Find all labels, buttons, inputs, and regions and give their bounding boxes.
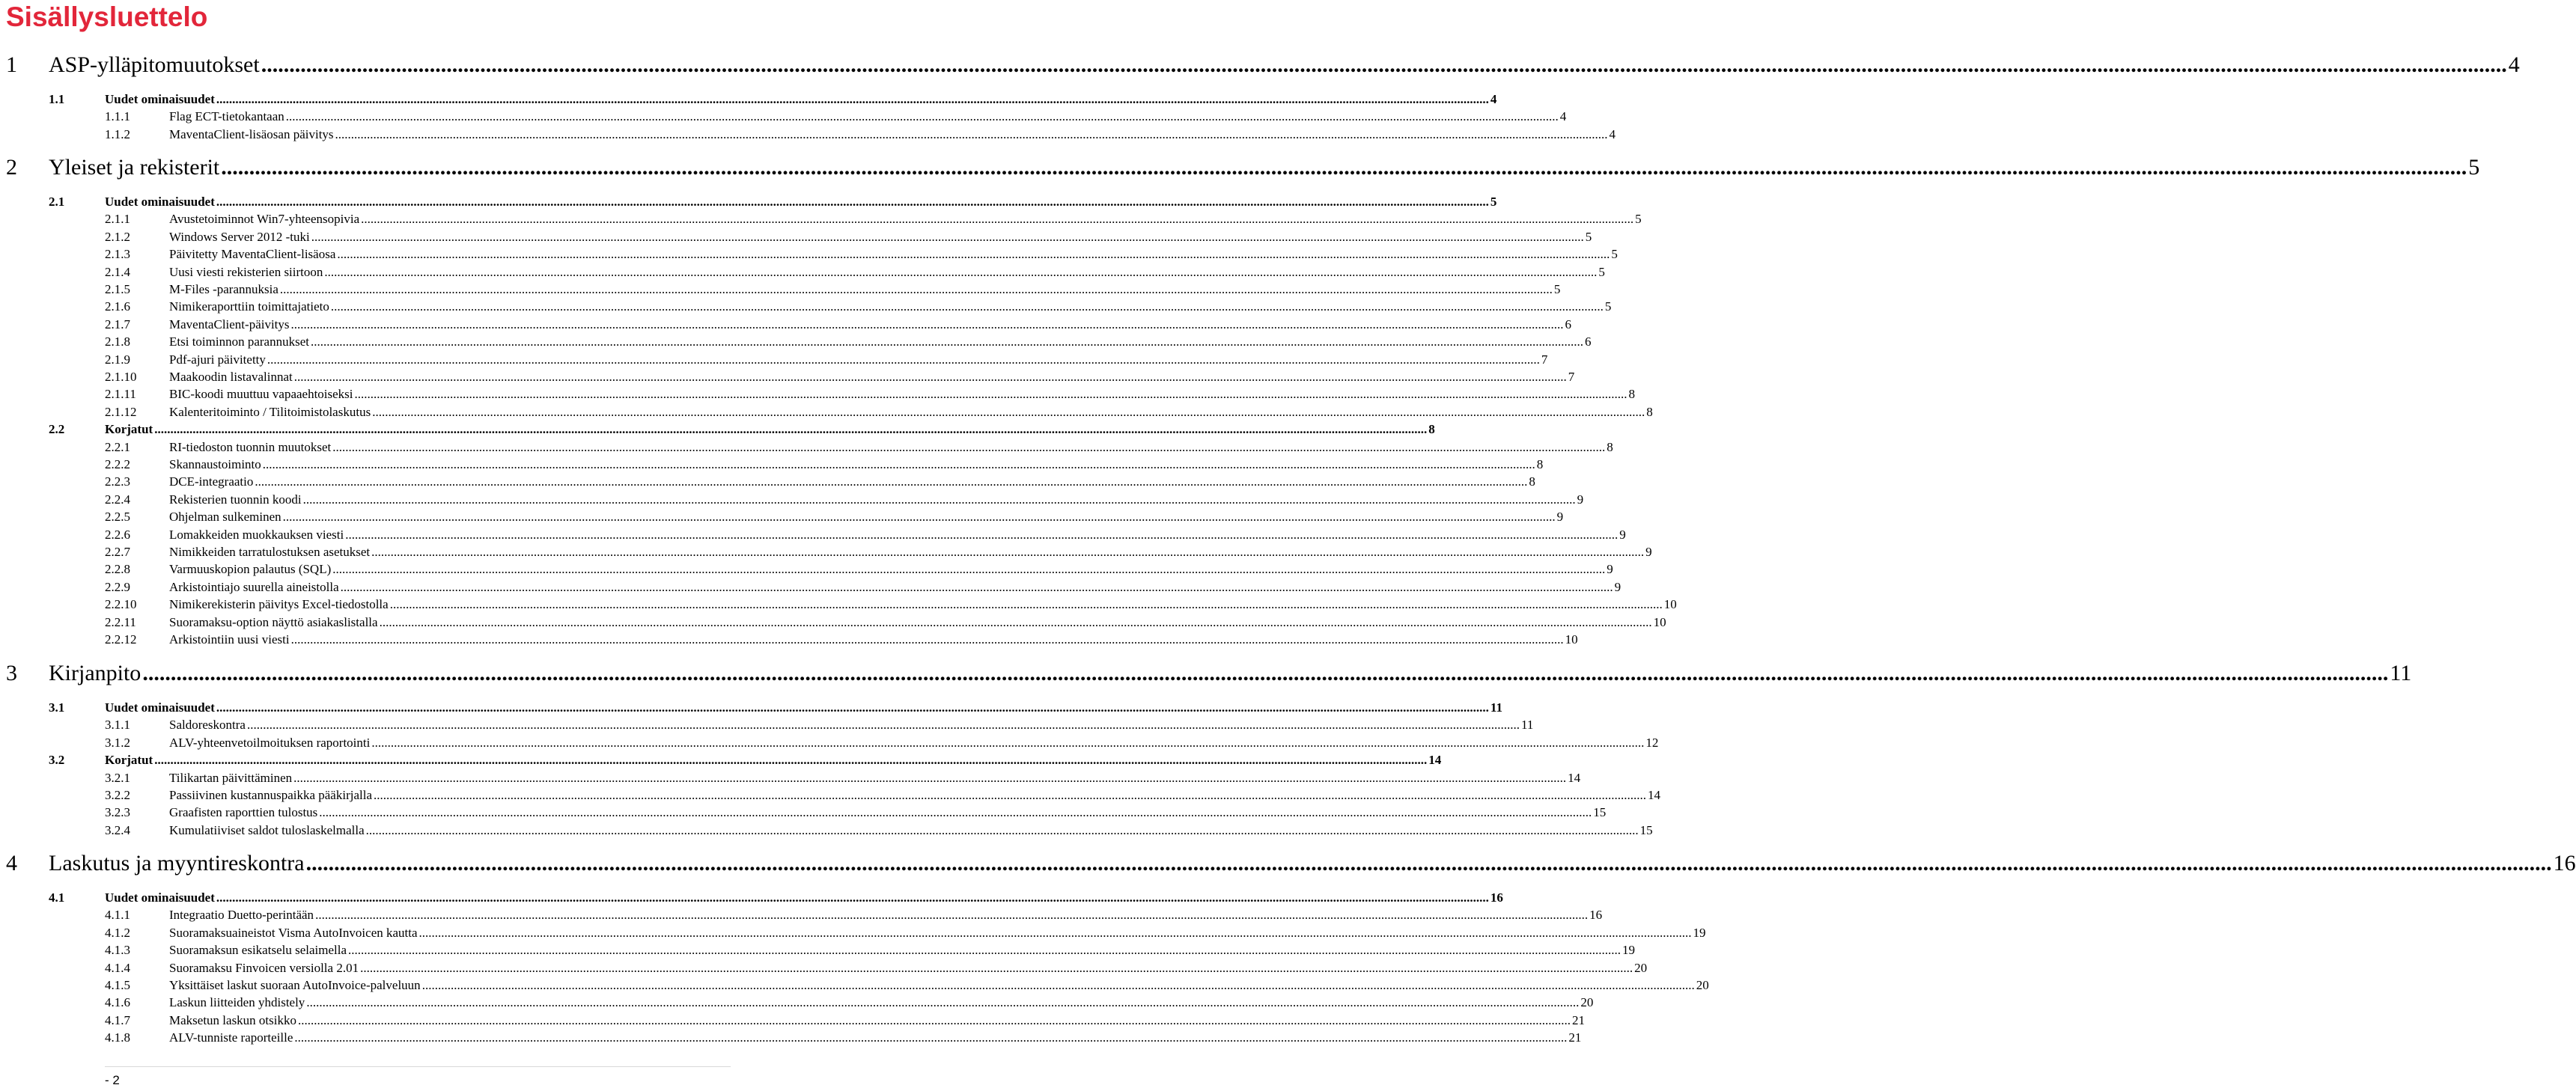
toc-entry-title: Saldoreskontra bbox=[169, 718, 246, 733]
toc-entry-title: ALV-yhteenvetoilmoituksen raportointi bbox=[169, 735, 371, 750]
toc-entry-page: 6 bbox=[1565, 317, 1572, 331]
toc-entry-title: Kalenteritoiminto / Tilitoimistolaskutus bbox=[169, 404, 371, 419]
toc-entry-number: 2.2.1 bbox=[105, 439, 130, 454]
toc-dot-leader: ................................................................................................................................................................................................................................................................................................................................................................................................................ bbox=[216, 195, 1489, 209]
toc-entry-level-3[interactable] bbox=[105, 492, 1584, 510]
toc-dot-leader: ................................................................................................................................................................................................................................................................................................................................................................................................................ bbox=[345, 527, 1619, 542]
toc-entry-page: 14 bbox=[1648, 788, 1660, 802]
toc-dot-leader: ................................................................................................................................................................................................................................................................................................................................................................................................................ bbox=[290, 317, 1564, 331]
toc-entry-page: 20 bbox=[1580, 995, 1594, 1010]
toc-entry-level-3[interactable] bbox=[105, 474, 1535, 492]
toc-entry-number: 4 bbox=[6, 851, 17, 875]
toc-entry-level-1[interactable] bbox=[6, 52, 2520, 81]
toc-entry-level-3[interactable] bbox=[105, 597, 1677, 614]
toc-entry-page: 19 bbox=[1622, 943, 1635, 958]
toc-entry-page: 9 bbox=[1607, 562, 1613, 577]
toc-entry-title: Korjatut bbox=[105, 422, 153, 437]
toc-dot-leader: ................................................................................................................................................................................................................................................................................................................................................................................................................ bbox=[154, 753, 1428, 768]
toc-dot-leader: ................................................................................................................................................................................................................................................................................................................................................................................................................ bbox=[302, 492, 1576, 507]
toc-entry-page: 9 bbox=[1614, 579, 1622, 594]
toc-entry-title: Korjatut bbox=[105, 753, 153, 768]
toc-dot-leader: ................................................................................................................................................................................................................................................................................................................................................................................................................ bbox=[332, 562, 1606, 577]
toc-entry-level-3[interactable] bbox=[105, 126, 1616, 144]
toc-entry-title: Uudet ominaisuudet bbox=[105, 700, 215, 715]
toc-entry-level-3[interactable] bbox=[105, 510, 1564, 527]
toc-entry-level-3[interactable] bbox=[105, 109, 1567, 126]
toc-entry-number: 1.1.1 bbox=[105, 109, 130, 124]
toc-dot-leader: ................................................................................................................................................................................................................................................................................................................................................................................................................ bbox=[298, 1012, 1571, 1027]
toc-entry-level-2[interactable] bbox=[49, 422, 1435, 439]
toc-entry-number: 2.2.6 bbox=[105, 527, 130, 542]
toc-dot-leader: ................................................................................................................................................................................................................................................................................................................................................................................................................ bbox=[255, 474, 1528, 489]
toc-entry-title: Laskun liitteiden yhdistely bbox=[169, 995, 305, 1010]
toc-dot-leader: ................................................................................................................................................................................................................................................................................................................................................................................................................ bbox=[216, 92, 1489, 106]
toc-entry-level-3[interactable] bbox=[105, 264, 1605, 282]
toc-entry-level-3[interactable] bbox=[105, 282, 1561, 299]
toc-entry-title: Pdf-ajuri päivitetty bbox=[169, 352, 266, 367]
toc-entry-number: 2.2.10 bbox=[105, 597, 137, 612]
toc-entry-page: 5 bbox=[1553, 282, 1561, 296]
toc-entry-page: 5 bbox=[1598, 264, 1605, 279]
toc-entry-title: Suoramaksun esikatselu selaimella bbox=[169, 943, 347, 958]
toc-entry-title: Uusi viesti rekisterien siirtoon bbox=[169, 264, 323, 279]
toc-entry-level-2[interactable] bbox=[49, 700, 1502, 718]
toc-dot-leader: ................................................................................................................................................................................................................................................................................................................................................................................................................ bbox=[279, 282, 1553, 296]
toc-entry-number: 3 bbox=[6, 661, 17, 685]
toc-dot-leader: ................................................................................................................................................................................................................................................................................................................................................................................................................ bbox=[360, 960, 1633, 975]
toc-entry-title: Päivitetty MaventaClient-lisäosa bbox=[169, 247, 336, 262]
toc-entry-title: Suoramaksu-option näyttö asiakaslistalla bbox=[169, 614, 378, 629]
toc-entry-level-3[interactable] bbox=[105, 718, 1534, 735]
toc-dot-leader: ................................................................................................................................................................................................................................................................................................................................................................................................................ bbox=[216, 890, 1489, 905]
toc-entry-number: 3.1.1 bbox=[105, 718, 130, 733]
toc-entry-level-3[interactable] bbox=[105, 1012, 1585, 1030]
toc-entry-number: 2.1.9 bbox=[105, 352, 130, 367]
toc-entry-page: 9 bbox=[1645, 545, 1652, 559]
toc-entry-title: M-Files -parannuksia bbox=[169, 282, 278, 296]
toc-entry-level-1[interactable] bbox=[6, 661, 2412, 689]
toc-entry-number: 4.1.8 bbox=[105, 1030, 130, 1045]
toc-entry-page: 8 bbox=[1428, 422, 1435, 437]
toc-entry-level-3[interactable] bbox=[105, 229, 1592, 247]
toc-entry-level-3[interactable] bbox=[105, 352, 1548, 370]
toc-entry-number: 2.2.4 bbox=[105, 492, 130, 507]
toc-entry-title: Arkistointiajo suurella aineistolla bbox=[169, 579, 339, 594]
toc-entry-level-3[interactable] bbox=[105, 387, 1636, 404]
toc-entry-title: Uudet ominaisuudet bbox=[105, 92, 215, 106]
toc-entry-number: 4.1.1 bbox=[105, 908, 130, 923]
toc-entry-level-3[interactable] bbox=[105, 370, 1575, 387]
toc-entry-number: 1.1 bbox=[49, 92, 65, 106]
toc-entry-page: 14 bbox=[1428, 753, 1442, 768]
toc-entry-title: Suoramaksu Finvoicen versiolla 2.01 bbox=[169, 960, 359, 975]
toc-entry-number: 2.2.11 bbox=[105, 614, 136, 629]
toc-dot-leader: ................................................................................................................................................................................................................................................................................................................................................................................................................ bbox=[319, 805, 1592, 820]
toc-entry-page: 20 bbox=[1696, 978, 1709, 992]
toc-entry-level-3[interactable] bbox=[105, 632, 1578, 650]
toc-entry-title: Rekisterien tuonnin koodi bbox=[169, 492, 302, 507]
toc-entry-level-3[interactable] bbox=[105, 943, 1635, 960]
footer-separator bbox=[105, 1066, 731, 1067]
toc-dot-leader: ................................................................................................................................................................................................................................................................................................................................................................................................................ bbox=[374, 788, 1646, 802]
toc-dot-leader: ................................................................................................................................................................................................................................................................................................................................................................................................................ bbox=[246, 718, 1520, 733]
toc-entry-level-3[interactable] bbox=[105, 614, 1666, 632]
toc-entry-title: Lomakkeiden muokkauksen viesti bbox=[169, 527, 344, 542]
toc-entry-title: Flag ECT-tietokantaan bbox=[169, 109, 284, 124]
toc-dot-leader: ................................................................................................................................................................................................................................................................................................................................................................................................................ bbox=[421, 978, 1695, 992]
toc-entry-level-2[interactable] bbox=[49, 195, 1497, 212]
toc-entry-title: Arkistointiin uusi viesti bbox=[169, 632, 290, 647]
toc-entry-number: 4.1.2 bbox=[105, 925, 130, 940]
toc-entry-level-3[interactable] bbox=[105, 735, 1659, 753]
toc-dot-leader: ................................................................................................................................................................................................................................................................................................................................................................................................................ bbox=[340, 579, 1613, 594]
toc-entry-title: Integraatio Duetto-perintään bbox=[169, 908, 314, 923]
toc-entry-level-3[interactable] bbox=[105, 925, 1706, 943]
toc-entry-level-3[interactable] bbox=[105, 247, 1618, 264]
toc-entry-number: 2.2.9 bbox=[105, 579, 130, 594]
toc-entry-number: 2.1.1 bbox=[105, 212, 130, 227]
toc-dot-leader: ................................................................................................................................................................................................................................................................................................................................................................................................................ bbox=[332, 439, 1606, 454]
toc-entry-number: 2.1.6 bbox=[105, 299, 130, 314]
toc-entry-title: Uudet ominaisuudet bbox=[105, 890, 215, 905]
toc-entry-level-3[interactable] bbox=[105, 317, 1572, 334]
toc-dot-leader: ................................................................................................................................................................................................................................................................................................................................................................................................................ bbox=[306, 995, 1580, 1010]
toc-entry-page: 8 bbox=[1529, 474, 1535, 489]
toc-entry-level-3[interactable] bbox=[105, 908, 1603, 925]
toc-entry-level-3[interactable] bbox=[105, 1030, 1582, 1048]
toc-entry-number: 2.1.11 bbox=[105, 387, 136, 402]
toc-entry-page: 5 bbox=[1611, 247, 1618, 262]
toc-entry-level-3[interactable] bbox=[105, 457, 1544, 474]
toc-entry-page: 11 bbox=[1520, 718, 1534, 733]
toc-entry-title: Nimikerekisterin päivitys Excel-tiedostolla bbox=[169, 597, 389, 612]
toc-entry-page: 9 bbox=[1577, 492, 1584, 507]
toc-dot-leader: ................................................................................................................................................................................................................................................................................................................................................................................................................ bbox=[262, 457, 1535, 471]
toc-entry-title: Maksetun laskun otsikko bbox=[169, 1012, 296, 1027]
toc-entry-page: 7 bbox=[1541, 352, 1548, 367]
toc-entry-page: 4 bbox=[2508, 52, 2520, 77]
toc-entry-title: Kumulatiiviset saldot tuloslaskelmalla bbox=[169, 822, 365, 837]
toc-entry-number: 2.2.2 bbox=[105, 457, 130, 471]
toc-entry-title: Uudet ominaisuudet bbox=[105, 195, 215, 209]
toc-entry-title: MaventaClient-lisäosan päivitys bbox=[169, 126, 334, 141]
toc-dot-leader: ................................................................................................................................................................................................................................................................................................................................................................................................................ bbox=[293, 370, 1567, 384]
toc-entry-title: Varmuuskopion palautus (SQL) bbox=[169, 562, 332, 577]
toc-entry-title: Kirjanpito bbox=[49, 661, 141, 685]
toc-dot-leader: ................................................................................................................................................................................................................................................................................................................................................................................................................ bbox=[361, 212, 1634, 227]
toc-entry-number: 1 bbox=[6, 52, 17, 77]
toc-dot-leader: ................................................................................................................................................................................................................................................................................................................................................................................................................ bbox=[294, 1030, 1568, 1045]
toc-entry-level-3[interactable] bbox=[105, 995, 1594, 1012]
toc-entry-page: 8 bbox=[1536, 457, 1544, 471]
toc-entry-number: 2.2.3 bbox=[105, 474, 130, 489]
toc-entry-page: 21 bbox=[1572, 1012, 1585, 1027]
toc-dot-leader: ................................................................................................................................................................................................................................................................................................................................................................................................................ bbox=[389, 597, 1663, 612]
toc-entry-title: Graafisten raporttien tulostus bbox=[169, 805, 318, 820]
toc-entry-number: 2.1.12 bbox=[105, 404, 137, 419]
toc-entry-level-3[interactable] bbox=[105, 212, 1642, 229]
toc-entry-page: 8 bbox=[1607, 439, 1613, 454]
toc-entry-level-1[interactable] bbox=[6, 851, 2576, 879]
toc-entry-level-3[interactable] bbox=[105, 562, 1613, 579]
toc-dot-leader: ................................................................................................................................................................................................................................................................................................................................................................................................................ bbox=[221, 155, 2467, 180]
toc-entry-page: 16 bbox=[1589, 908, 1603, 923]
toc-entry-level-3[interactable] bbox=[105, 334, 1592, 352]
toc-entry-number: 4.1.7 bbox=[105, 1012, 130, 1027]
toc-entry-level-3[interactable] bbox=[105, 579, 1622, 597]
toc-entry-page: 5 bbox=[1604, 299, 1612, 314]
toc-entry-title: Tilikartan päivittäminen bbox=[169, 770, 293, 785]
toc-entry-level-3[interactable] bbox=[105, 439, 1613, 457]
toc-entry-number: 3.1 bbox=[49, 700, 65, 715]
toc-entry-level-3[interactable] bbox=[105, 978, 1709, 995]
toc-entry-title: Maakoodin listavalinnat bbox=[169, 370, 293, 384]
toc-entry-level-1[interactable] bbox=[6, 155, 2480, 183]
toc-entry-title: Passiivinen kustannuspaikka pääkirjalla bbox=[169, 788, 372, 802]
toc-entry-level-3[interactable] bbox=[105, 404, 1653, 422]
toc-dot-leader: ................................................................................................................................................................................................................................................................................................................................................................................................................ bbox=[142, 661, 2389, 685]
toc-dot-leader: ................................................................................................................................................................................................................................................................................................................................................................................................................ bbox=[371, 735, 1645, 750]
toc-entry-number: 3.2.4 bbox=[105, 822, 130, 837]
toc-entry-number: 4.1.4 bbox=[105, 960, 130, 975]
toc-entry-number: 2.1.8 bbox=[105, 334, 130, 349]
toc-entry-level-3[interactable] bbox=[105, 299, 1612, 317]
toc-entry-page: 7 bbox=[1568, 370, 1575, 384]
toc-entry-page: 8 bbox=[1628, 387, 1636, 402]
toc-entry-page: 9 bbox=[1556, 510, 1564, 525]
toc-entry-number: 2.1.7 bbox=[105, 317, 130, 331]
toc-entry-number: 2.2 bbox=[49, 422, 65, 437]
toc-entry-page: 8 bbox=[1646, 404, 1653, 419]
toc-entry-page: 5 bbox=[2468, 155, 2480, 180]
toc-entry-title: Etsi toiminnon parannukset bbox=[169, 334, 309, 349]
toc-entry-level-2[interactable] bbox=[49, 92, 1497, 109]
toc-entry-title: Nimikeraporttiin toimittajatieto bbox=[169, 299, 329, 314]
toc-entry-number: 4.1.3 bbox=[105, 943, 130, 958]
toc-dot-leader: ................................................................................................................................................................................................................................................................................................................................................................................................................ bbox=[285, 109, 1559, 124]
toc-entry-page: 9 bbox=[1619, 527, 1626, 542]
toc-dot-leader: ................................................................................................................................................................................................................................................................................................................................................................................................................ bbox=[293, 770, 1567, 785]
toc-dot-leader: ................................................................................................................................................................................................................................................................................................................................................................................................................ bbox=[365, 822, 1639, 837]
toc-entry-level-3[interactable] bbox=[105, 805, 1607, 822]
toc-entry-title: Yleiset ja rekisterit bbox=[49, 155, 220, 180]
toc-entry-number: 3.1.2 bbox=[105, 735, 130, 750]
toc-dot-leader: ................................................................................................................................................................................................................................................................................................................................................................................................................ bbox=[267, 352, 1540, 367]
toc-entry-title: Windows Server 2012 -tuki bbox=[169, 229, 310, 244]
toc-dot-leader: ................................................................................................................................................................................................................................................................................................................................................................................................................ bbox=[371, 545, 1645, 559]
toc-entry-number: 2.1.3 bbox=[105, 247, 130, 262]
toc-entry-title: Laskutus ja myyntireskontra bbox=[49, 851, 305, 875]
toc-dot-leader: ................................................................................................................................................................................................................................................................................................................................................................................................................ bbox=[348, 943, 1621, 958]
toc-dot-leader: ................................................................................................................................................................................................................................................................................................................................................................................................................ bbox=[290, 632, 1564, 647]
toc-entry-number: 2.2.12 bbox=[105, 632, 137, 647]
toc-dot-leader: ................................................................................................................................................................................................................................................................................................................................................................................................................ bbox=[335, 126, 1608, 141]
toc-entry-level-3[interactable] bbox=[105, 822, 1653, 840]
toc-entry-number: 3.2.1 bbox=[105, 770, 130, 785]
toc-entry-number: 2.2.7 bbox=[105, 545, 130, 559]
toc-entry-level-2[interactable] bbox=[49, 753, 1442, 770]
toc-entry-title: RI-tiedoston tuonnin muutokset bbox=[169, 439, 332, 454]
toc-entry-title: Yksittäiset laskut suoraan AutoInvoice-palveluun bbox=[169, 978, 421, 992]
toc-entry-number: 2 bbox=[6, 155, 17, 180]
toc-entry-page: 4 bbox=[1609, 126, 1616, 141]
toc-entry-page: 14 bbox=[1568, 770, 1581, 785]
toc-entry-level-3[interactable] bbox=[105, 527, 1626, 545]
toc-entry-number: 2.1.10 bbox=[105, 370, 137, 384]
toc-entry-number: 3.2.3 bbox=[105, 805, 130, 820]
toc-entry-title: Suoramaksuaineistot Visma AutoInvoicen kautta bbox=[169, 925, 418, 940]
page-title: Sisällysluettelo bbox=[6, 1, 208, 32]
toc-entry-number: 2.2.5 bbox=[105, 510, 130, 525]
toc-entry-number: 2.2.8 bbox=[105, 562, 130, 577]
toc-entry-page: 4 bbox=[1490, 92, 1497, 106]
toc-dot-leader: ................................................................................................................................................................................................................................................................................................................................................................................................................ bbox=[418, 925, 1692, 940]
toc-entry-page: 16 bbox=[1490, 890, 1503, 905]
toc-entry-page: 5 bbox=[1585, 229, 1592, 244]
toc-entry-number: 1.1.2 bbox=[105, 126, 130, 141]
toc-entry-page: 19 bbox=[1693, 925, 1706, 940]
toc-entry-title: MaventaClient-päivitys bbox=[169, 317, 290, 331]
toc-dot-leader: ................................................................................................................................................................................................................................................................................................................................................................................................................ bbox=[324, 264, 1598, 279]
toc-entry-page: 5 bbox=[1490, 195, 1497, 209]
toc-entry-title: Ohjelman sulkeminen bbox=[169, 510, 281, 525]
toc-dot-leader: ................................................................................................................................................................................................................................................................................................................................................................................................................ bbox=[379, 614, 1652, 629]
toc-entry-title: BIC-koodi muuttuu vapaaehtoiseksi bbox=[169, 387, 353, 402]
toc-entry-page: 5 bbox=[1635, 212, 1642, 227]
toc-entry-number: 2.1 bbox=[49, 195, 65, 209]
toc-entry-level-3[interactable] bbox=[105, 788, 1660, 805]
toc-dot-leader: ................................................................................................................................................................................................................................................................................................................................................................................................................ bbox=[216, 700, 1489, 715]
toc-entry-page: 20 bbox=[1634, 960, 1648, 975]
toc-entry-title: Nimikkeiden tarratulostuksen asetukset bbox=[169, 545, 371, 559]
toc-dot-leader: ................................................................................................................................................................................................................................................................................................................................................................................................................ bbox=[330, 299, 1604, 314]
toc-entry-number: 4.1 bbox=[49, 890, 65, 905]
toc-entry-title: ALV-tunniste raporteille bbox=[169, 1030, 293, 1045]
toc-entry-page: 6 bbox=[1584, 334, 1592, 349]
toc-entry-title: DCE-integraatio bbox=[169, 474, 254, 489]
toc-entry-page: 10 bbox=[1663, 597, 1677, 612]
toc-entry-page: 11 bbox=[2390, 661, 2412, 685]
toc-entry-number: 3.2.2 bbox=[105, 788, 130, 802]
toc-dot-leader: ................................................................................................................................................................................................................................................................................................................................................................................................................ bbox=[315, 908, 1589, 923]
toc-dot-leader: ................................................................................................................................................................................................................................................................................................................................................................................................................ bbox=[154, 422, 1428, 437]
toc-entry-number: 2.1.2 bbox=[105, 229, 130, 244]
toc-dot-leader: ................................................................................................................................................................................................................................................................................................................................................................................................................ bbox=[310, 334, 1583, 349]
toc-entry-page: 10 bbox=[1653, 614, 1666, 629]
toc-dot-leader: ................................................................................................................................................................................................................................................................................................................................................................................................................ bbox=[337, 247, 1610, 262]
toc-dot-leader: ................................................................................................................................................................................................................................................................................................................................................................................................................ bbox=[311, 229, 1584, 244]
page-number: - 2 bbox=[105, 1073, 120, 1087]
toc-entry-number: 2.1.4 bbox=[105, 264, 130, 279]
toc-entry-number: 4.1.5 bbox=[105, 978, 130, 992]
toc-entry-page: 10 bbox=[1565, 632, 1578, 647]
toc-entry-page: 21 bbox=[1568, 1030, 1582, 1045]
toc-entry-page: 12 bbox=[1645, 735, 1659, 750]
toc-dot-leader: ................................................................................................................................................................................................................................................................................................................................................................................................................ bbox=[372, 404, 1645, 419]
toc-entry-page: 15 bbox=[1639, 822, 1653, 837]
toc-entry-title: ASP-ylläpitomuutokset bbox=[49, 52, 260, 77]
toc-entry-level-3[interactable] bbox=[105, 770, 1581, 788]
toc-entry-title: Skannaustoiminto bbox=[169, 457, 261, 471]
toc-entry-page: 4 bbox=[1559, 109, 1567, 124]
toc-entry-level-2[interactable] bbox=[49, 890, 1503, 908]
toc-dot-leader: ................................................................................................................................................................................................................................................................................................................................................................................................................ bbox=[354, 387, 1627, 402]
toc-entry-level-3[interactable] bbox=[105, 545, 1652, 562]
toc-entry-number: 3.2 bbox=[49, 753, 65, 768]
toc-entry-page: 16 bbox=[2553, 851, 2576, 875]
toc-entry-page: 11 bbox=[1490, 700, 1502, 715]
toc-entry-page: 15 bbox=[1593, 805, 1607, 820]
toc-dot-leader: ................................................................................................................................................................................................................................................................................................................................................................................................................ bbox=[305, 851, 2552, 875]
toc-dot-leader: ................................................................................................................................................................................................................................................................................................................................................................................................................ bbox=[282, 510, 1556, 525]
toc-entry-level-3[interactable] bbox=[105, 960, 1648, 978]
toc-entry-number: 2.1.5 bbox=[105, 282, 130, 296]
toc-entry-number: 4.1.6 bbox=[105, 995, 130, 1010]
toc-dot-leader: ................................................................................................................................................................................................................................................................................................................................................................................................................ bbox=[261, 52, 2507, 77]
toc-entry-title: Avustetoiminnot Win7-yhteensopivia bbox=[169, 212, 360, 227]
